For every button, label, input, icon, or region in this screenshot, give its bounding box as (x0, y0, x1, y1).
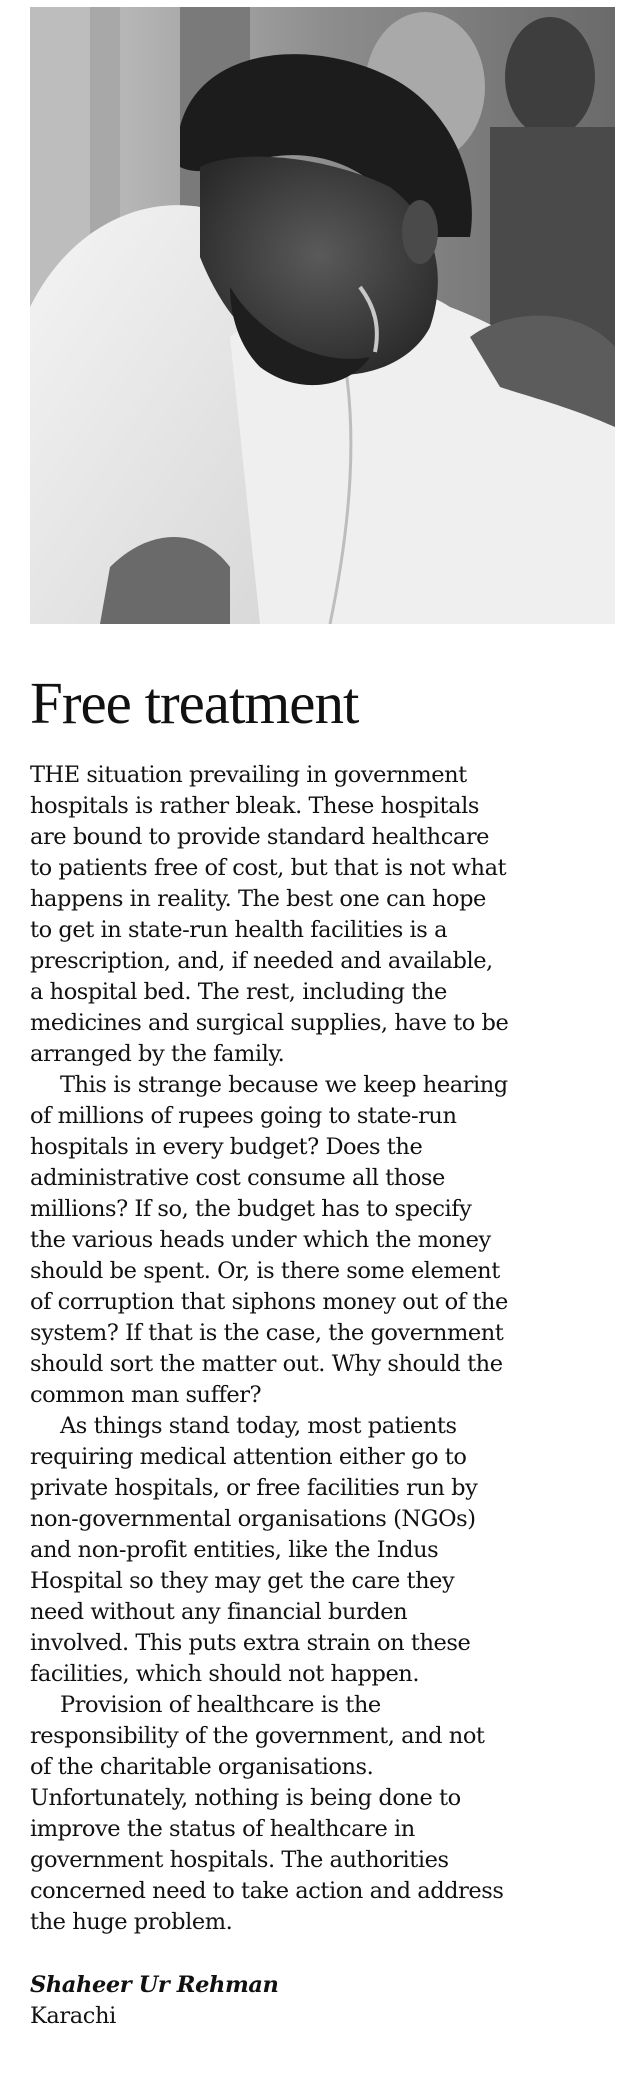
text-line: should be spent. Or, is there some element (30, 1258, 500, 1284)
text-line: and non-profit entities, like the Indus (30, 1537, 439, 1563)
text-line: need without any financial burden (30, 1599, 408, 1625)
text-line: prescription, and, if needed and available, (30, 948, 493, 974)
text-line: non-governmental organisations (NGOs) (30, 1506, 476, 1532)
article-body (30, 760, 615, 1938)
text-line: Hospital so they may get the care they (30, 1568, 455, 1594)
text-line: private hospitals, or free facilities run by (30, 1475, 478, 1501)
grieving-men-embrace-image (30, 7, 615, 624)
text-line: improve the status of healthcare in (30, 1816, 415, 1842)
author-name: Shaheer Ur Rehman (30, 1972, 279, 1998)
text-line: to get in state-run health facilities is a (30, 917, 448, 943)
letter-signature (30, 1970, 615, 2032)
paragraph-4 (30, 1690, 615, 1938)
text-line: arranged by the family. (30, 1041, 285, 1067)
text-line: responsibility of the government, and not (30, 1723, 485, 1749)
text-line: THE situation prevailing in government (30, 762, 467, 788)
text-line: Unfortunately, nothing is being done to (30, 1785, 461, 1811)
text-line: Provision of healthcare is the (60, 1692, 381, 1718)
text-line: to patients free of cost, but that is not what (30, 855, 507, 881)
text-line: happens in reality. The best one can hope (30, 886, 486, 912)
text-line: the huge problem. (30, 1909, 233, 1935)
text-line: hospitals is rather bleak. These hospitals (30, 793, 479, 819)
text-line: involved. This puts extra strain on these (30, 1630, 471, 1656)
text-line: should sort the matter out. Why should the (30, 1351, 503, 1377)
text-line: requiring medical attention either go to (30, 1444, 467, 1470)
text-line: administrative cost consume all those (30, 1165, 445, 1191)
text-line: facilities, which should not happen. (30, 1661, 420, 1687)
text-line: hospitals in every budget? Does the (30, 1134, 423, 1160)
text-line: medicines and surgical supplies, have to be (30, 1010, 509, 1036)
article-headline: Free treatment (30, 670, 359, 736)
text-line: millions? If so, the budget has to specify (30, 1196, 472, 1222)
text-line: concerned need to take action and address (30, 1878, 504, 1904)
text-line: of the charitable organisations. (30, 1754, 374, 1780)
text-line: are bound to provide standard healthcare (30, 824, 490, 850)
text-line: government hospitals. The authorities (30, 1847, 449, 1873)
paragraph-2 (30, 1070, 615, 1411)
text-line: of millions of rupees going to state-run (30, 1103, 457, 1129)
text-line: the various heads under which the money (30, 1227, 491, 1253)
text-line: a hospital bed. The rest, including the (30, 979, 447, 1005)
text-line: As things stand today, most patients (60, 1413, 457, 1439)
author-location: Karachi (30, 2003, 116, 2029)
text-line: common man suffer? (30, 1382, 262, 1408)
text-line: of corruption that siphons money out of the (30, 1289, 508, 1315)
paragraph-3 (30, 1411, 615, 1690)
paragraph-1 (30, 760, 615, 1070)
text-line: This is strange because we keep hearing (60, 1072, 508, 1098)
text-line: system? If that is the case, the government (30, 1320, 504, 1346)
article-photo (30, 7, 615, 624)
